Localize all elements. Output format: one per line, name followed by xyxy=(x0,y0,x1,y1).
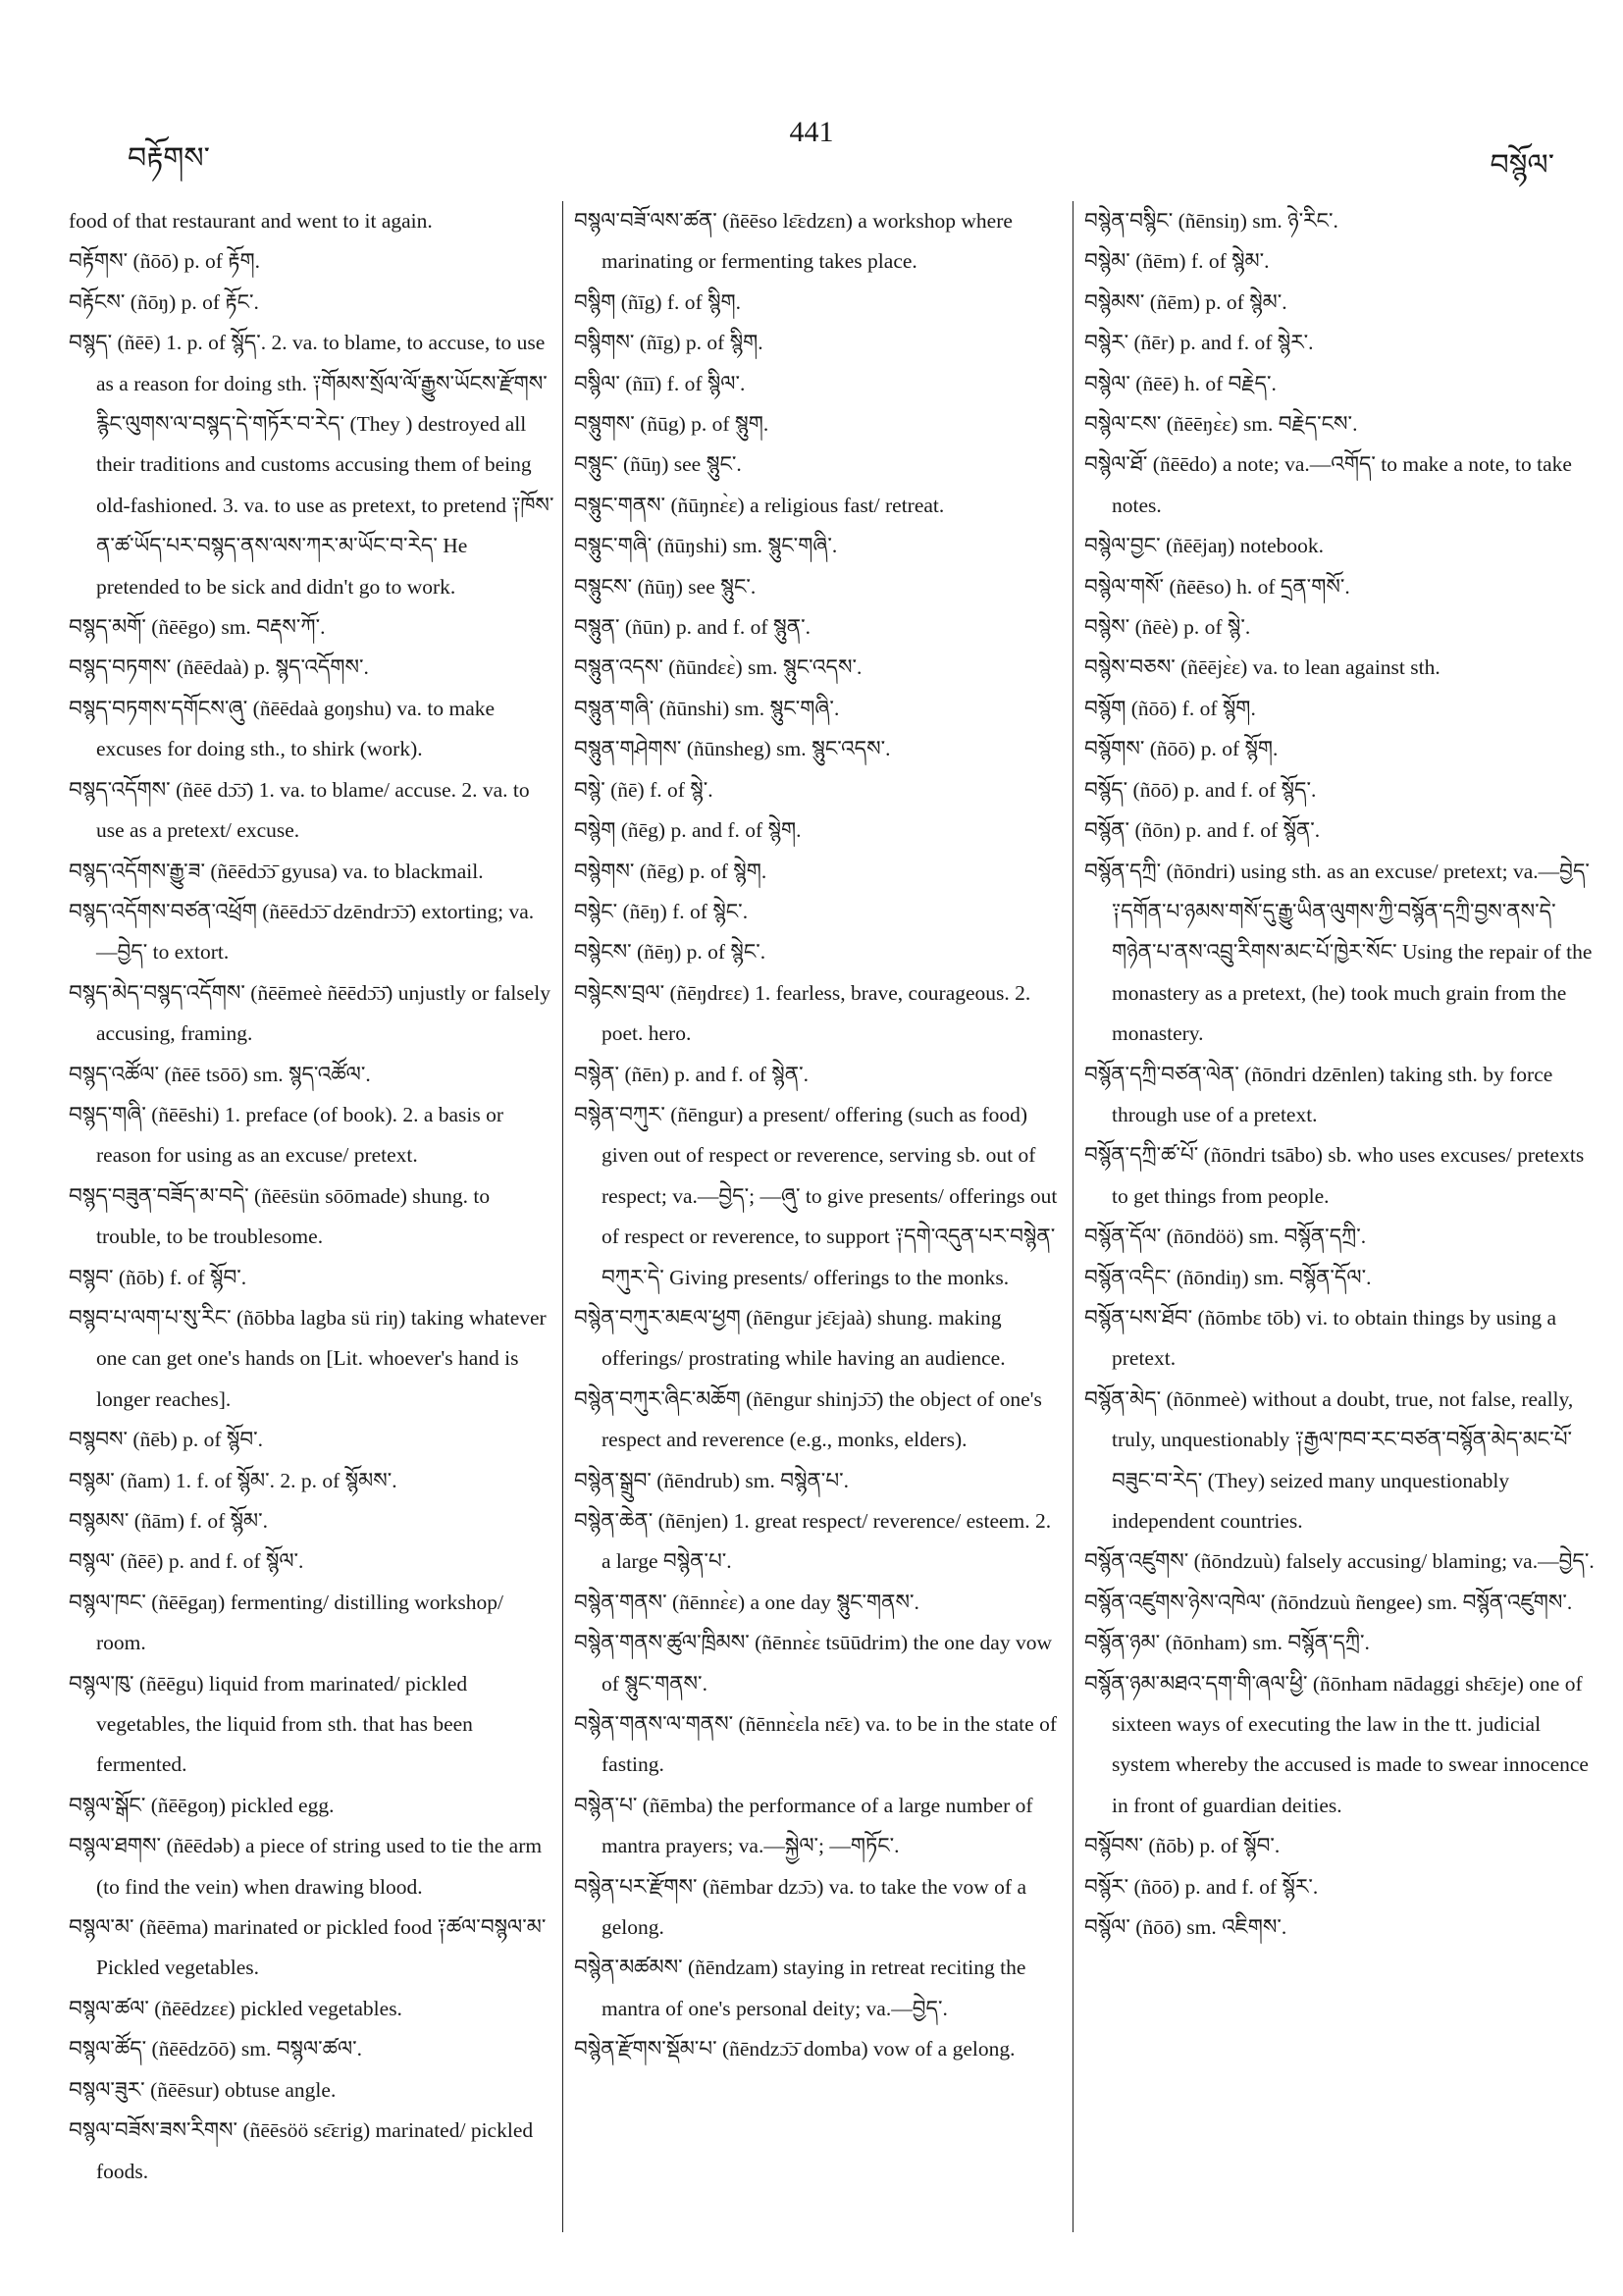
dictionary-entry: བསྙོན་པས་ཐོབ་ (ñōmbɛ tōb) vi. to obtain things by using a pretext. xyxy=(1084,1305,1557,1371)
dictionary-entry: བསྙབ་པ་ལག་པ་སུ་རིང་ (ñōbba lagba sü riŋ) taking whatever one can get one's hands on [Lit. whoever's hand is longer reaches]. xyxy=(69,1305,547,1411)
dictionary-entry: བསྙོན་འདིང་ (ñōndiŋ) sm. བསྙོན་དོལ་. xyxy=(1084,1265,1372,1289)
dictionary-entry: བསྙད་ (ñēē) 1. p. of སྙོད་. 2. va. to blame, to accuse, to use as a reason for doing sth. ༑གོམས་སྲོལ་ལོ་རྒྱུས་ཡོངས་རྫོགས་རྙིང་ལུགས་ལ་བསྙད་དེ་གཏོར་བ་རེད་ (They ) destroyed all their traditions and customs accusing them of being old-fashioned. 3. va. to use as pretext, to pretend ༑ཁོས་ན་ཚ་ཡོད་པར་བསྙད་ནས་ལས་ཀར་མ་ཡོང་བ་རེད་ He pretended to be sick and didn't go to work. xyxy=(69,331,554,599)
dictionary-entry: བསྙུངས་ (ñūŋ) see སྙུང་. xyxy=(574,574,757,599)
dictionary-entry: བསྙེར་ (ñēr) p. and f. of སྙེར་. xyxy=(1084,331,1314,355)
dictionary-entry: བསྙེངས་བྲལ་ (ñēŋdrɛɛ) 1. fearless, brave, courageous. 2. poet. hero. xyxy=(574,980,1031,1046)
dictionary-entry: བསྙུན་ (ñūn) p. and f. of སྙུན་. xyxy=(574,615,812,640)
header-left-word: བརྟོགས་ xyxy=(128,142,210,175)
dictionary-entry: བསྙུང་གཞི་ (ñūŋshi) sm. སྙུང་གཞི་. xyxy=(574,534,838,558)
dictionary-entry: བསྙེ་ (ñē) f. of སྙེ་. xyxy=(574,777,713,802)
dictionary-entry: བསྙལ་སྒོང་ (ñēēgoŋ) pickled egg. xyxy=(69,1793,335,1817)
dictionary-entry: བསྙལ་ཐགས་ (ñēēdəb) a piece of string used to tie the arm (to find the vein) when drawing blood. xyxy=(69,1834,543,1899)
dictionary-entry: བསྙེན་ (ñēn) p. and f. of སྙེན་. xyxy=(574,1062,809,1086)
dictionary-entry: བསྙལ་ཚལ་ (ñēēdzɛɛ) pickled vegetables. xyxy=(69,1996,402,2020)
dictionary-entry: བསྙད་མེད་བསྙད་འདོགས་ (ñēēmeè ñēēdɔ̄ɔ̄) unjustly or falsely accusing, framing. xyxy=(69,980,550,1046)
column-left xyxy=(69,201,554,2192)
dictionary-entry: བསྙལ་མ་ (ñēēma) marinated or pickled food ༑ཚལ་བསྙལ་མ་ Pickled vegetables. xyxy=(69,1915,547,1980)
dictionary-entry: བསྙུན་འདས་ (ñūndɛɛ̀) sm. སྙུང་འདས་. xyxy=(574,655,863,680)
dictionary-entry: བསྙེལ་ཐོ་ (ñēēdo) a note; va.—འགོད་ to make a note, to take notes. xyxy=(1084,452,1572,517)
dictionary-entry: བསྙེལ་བྱང་ (ñēējaŋ) notebook. xyxy=(1084,534,1325,558)
dictionary-entry: བསྙེལ་ངས་ (ñēēŋɛ̀ɛ) sm. བརྗེད་ངས་. xyxy=(1084,412,1358,437)
dictionary-entry: བསྙེན་གནས་ (ñēnnɛ̀ɛ) a one day སྙུང་གནས་. xyxy=(574,1590,919,1614)
dictionary-entry: བསྙལ་ཟུར་ (ñēēsur) obtuse angle. xyxy=(69,2077,337,2102)
dictionary-entry: བསྙུགས་ (ñūg) p. of སྙུག. xyxy=(574,412,769,437)
dictionary-entry: བསྙབས་ (ñēb) p. of སྙོབ་. xyxy=(69,1428,264,1452)
dictionary-entry: བསྙོགས་ (ñōō) p. of སྙོག. xyxy=(1084,737,1279,761)
header-right-word: བསྙོལ་ xyxy=(1490,149,1554,182)
dictionary-entry: བསྙིག (ñīg) f. of སྙིག. xyxy=(574,289,742,314)
dictionary-entry: བསྙེན་བསྙིང་ (ñēnsiŋ) sm. ཉེ་རིང་. xyxy=(1084,209,1338,233)
dictionary-entry: བསྙམས་ (ñām) f. of སྙོམ་. xyxy=(69,1509,269,1533)
dictionary-entry: བསྙོར་ (ñōō) p. and f. of སྙོར་. xyxy=(1084,1874,1319,1899)
dictionary-entry: བསྙེགས་ (ñēg) p. of སྙེག. xyxy=(574,859,767,883)
dictionary-entry: བསྙལ་བཟོ་ལས་ཚན་ (ñēēso lɛ̄ɛdzɛn) a workshop where marinating or fermenting takes place. xyxy=(574,209,1013,274)
dictionary-entry: བསྙད་བཟུན་བཟོད་མ་བདེ་ (ñēēsün sōōmade) shung. to trouble, to be troublesome. xyxy=(69,1183,491,1249)
page-number: 441 xyxy=(789,116,834,148)
dictionary-entry: བསྙེན་པ་ (ñēmba) the performance of a large number of mantra prayers; va.—སྐྱེལ་; —གཏོང་. xyxy=(574,1793,1033,1858)
dictionary-entry: བསྙུང་གནས་ (ñūŋnɛ̀ɛ) a religious fast/ retreat. xyxy=(574,493,945,517)
dictionary-entry: བསྙལ་ཁུ་ (ñēēgu) liquid from marinated/ pickled vegetables, the liquid from sth. that has been fermented. xyxy=(69,1671,473,1777)
column-middle xyxy=(574,201,1060,2070)
dictionary-entry: བསྙལ་ (ñēē) p. and f. of སྙོལ་. xyxy=(69,1549,304,1574)
dictionary-entry: བསྙོན་དོལ་ (ñōndöö) sm. བསྙོན་དཀྲི་. xyxy=(1084,1225,1367,1249)
dictionary-entry: བསྙེང་ (ñēŋ) f. of སྙེང་. xyxy=(574,899,749,923)
dictionary-entry: བསྙོན་འཛུགས་ (ñōndzuù) falsely accusing/ blaming; va.—བྱེད་. xyxy=(1084,1549,1595,1574)
column-right xyxy=(1084,201,1595,1948)
column-divider-left xyxy=(562,201,563,2232)
dictionary-entry: བསྙད་བཏགས་དགོངས་ཞུ་ (ñēēdaà goŋshu) va. to make excuses for doing sth., to shirk (work). xyxy=(69,696,496,761)
dictionary-entry: བསྙོན་མེད་ (ñōnmeè) without a doubt, true, not false, really, truly, unquestionably ༑རྒྱལ་ཁབ་རང་བཙན་བསྙོན་མེད་མང་པོ་བཟུང་བ་རེད་ (They) seized many unquestionably independent countries. xyxy=(1084,1386,1574,1533)
dictionary-entry: བསྙེན་བཀུར་ (ñēngur) a present/ offering (such as food) given out of respect or reverence, serving sb. out of respect; va.—བྱེད་; —ཞུ་ to give presents/ offerings out of respect or reverence, to support ༑དགེ་འདུན་པར་བསྙེན་བཀུར་དེ་ Giving presents/ offerings to the monks. xyxy=(574,1102,1058,1289)
dictionary-entry: བསྙད་འདོགས་བཙན་འཕྲོག (ñēēdɔ̄ɔ̄ dzēndrɔ̄ɔ̄) extorting; va.—བྱེད་ to extort. xyxy=(69,899,535,965)
dictionary-entry: food of that restaurant and went to it again. xyxy=(69,209,433,233)
dictionary-entry: བསྙལ་ཚོད་ (ñēēdzōō) sm. བསྙལ་ཚལ་. xyxy=(69,2037,363,2061)
dictionary-entry: བསྙེལ་གསོ་ (ñēēso) h. of དྲན་གསོ་. xyxy=(1084,574,1350,599)
dictionary-entry: བསྙད་མགོ་ (ñēēgo) sm. བརྡས་ཀོ་. xyxy=(69,615,326,640)
dictionary-entry: བསྙད་བཏགས་ (ñēēdaà) p. སྙད་འདོགས་. xyxy=(69,655,369,680)
dictionary-entry: བསྙོན་ཉམ་ (ñōnham) sm. བསྙོན་དཀྲི་. xyxy=(1084,1631,1370,1655)
dictionary-entry: བསྙེམ་ (ñēm) f. of སྙེམ་. xyxy=(1084,249,1270,274)
dictionary-entry: བསྙེན་གནས་ལ་གནས་ (ñēnnɛ̀ɛla nɛ̄ɛ) va. to be in the state of fasting. xyxy=(574,1712,1057,1777)
dictionary-entry: བསྙལ་བཟོས་ཟས་རིགས་ (ñēēsöö sɛ̄ɛrig) marinated/ pickled foods. xyxy=(69,2118,534,2183)
dictionary-entry: བསྙོན་ (ñōn) p. and f. of སྙོན་. xyxy=(1084,818,1321,843)
dictionary-entry: བསྙེན་གནས་ཚུལ་ཁྲིམས་ (ñēnnɛ̀ɛ tsūūdrim) the one day vow of སྙུང་གནས་. xyxy=(574,1631,1052,1696)
dictionary-entry: བསྙིགས་ (ñīg) p. of སྙིག. xyxy=(574,331,763,355)
dictionary-entry: བསྙུན་གཞི་ (ñūnshi) sm. སྙུང་གཞི་. xyxy=(574,696,840,720)
dictionary-entry: བསྙད་འཚོལ་ (ñēē tsōō) sm. སྙད་འཚོལ་. xyxy=(69,1062,371,1086)
dictionary-entry: བསྙེས་ (ñēè) p. of སྙེ་. xyxy=(1084,615,1251,640)
dictionary-entry: བསྙུང་ (ñūŋ) see སྙུང་. xyxy=(574,452,742,477)
dictionary-entry: བསྙོན་ཉམ་མཐའ་དག་གི་ཞལ་ཕྱི་ (ñōnham nādaggi shɛ̄ɛje) one of sixteen ways of executing the law in the tt. judicial system whereby the accused is made to swear innocence in front of guardian deities. xyxy=(1084,1671,1589,1817)
dictionary-entry: བསྙེལ་ (ñēē) h. of བརྗེད་. xyxy=(1084,371,1277,395)
dictionary-entry: བསྙོན་འཛུགས་ཉེས་འཁེལ་ (ñōndzuù ñengee) sm. བསྙོན་འཛུགས་. xyxy=(1084,1590,1573,1614)
dictionary-entry: བརྟོགས་ (ñōō) p. of རྟོག. xyxy=(69,249,260,274)
dictionary-entry: བསྙིལ་ (ñīī) f. of སྙིལ་. xyxy=(574,371,746,395)
dictionary-entry: བསྙེག (ñēg) p. and f. of སྙེག. xyxy=(574,818,802,843)
dictionary-entry: བསྙམ་ (ñam) 1. f. of སྙོམ་. 2. p. of སྙོམས་. xyxy=(69,1468,397,1492)
dictionary-entry: བསྙོན་དཀྲི་ཚ་པོ་ (ñōndri tsābo) sb. who uses excuses/ pretexts to get things from people. xyxy=(1084,1143,1585,1208)
dictionary-entry: བསྙེན་རྫོགས་སྡོམ་པ་ (ñēndzɔ̄ɔ̄ domba) vow of a gelong. xyxy=(574,2037,1016,2061)
dictionary-entry: བསྙེན་ཆེན་ (ñēnjen) 1. great respect/ reverence/ esteem. 2. a large བསྙེན་པ་. xyxy=(574,1509,1052,1574)
dictionary-entry: བསྙེས་བཅས་ (ñēējɛ̀ɛ) va. to lean against sth. xyxy=(1084,655,1440,680)
dictionary-entry: བསྙེན་བཀུར་མཇལ་ཕྱག (ñēngur jɛ̄ɛjaà) shung. making offerings/ prostrating while having an audience. xyxy=(574,1305,1006,1371)
dictionary-entry: བསྙེངས་ (ñēŋ) p. of སྙེང་. xyxy=(574,940,766,965)
dictionary-entry: བསྙེན་མཚམས་ (ñēndzam) staying in retreat reciting the mantra of one's personal deity; va.—བྱེད་. xyxy=(574,1956,1026,2020)
dictionary-entry: བསྙོབས་ (ñōb) p. of སྙོབ་. xyxy=(1084,1834,1281,1858)
dictionary-entry: བསྙུན་གཤེགས་ (ñūnsheg) sm. སྙུང་འདས་. xyxy=(574,737,891,761)
dictionary-entry: བསྙོག (ñōō) f. of སྙོག. xyxy=(1084,696,1256,720)
dictionary-entry: བསྙེམས་ (ñēm) p. of སྙེམ་. xyxy=(1084,289,1287,314)
dictionary-entry: བརྟོངས་ (ñōŋ) p. of རྟོང་. xyxy=(69,289,259,314)
dictionary-entry: བསྙོན་དཀྲི་ (ñōndri) using sth. as an excuse/ pretext; va.—བྱེད་ ༑དགོན་པ་ཉམས་གསོ་དུ་རྒྱུ་ཡིན་ལུགས་ཀྱི་བསྙོན་དཀྲི་བྱས་ནས་དེ་གཉེན་པ་ནས་འབྲུ་རིགས་མང་པོ་ཁྱེར་སོང་ Using the repair of the monastery as a pretext, (he) took much grain from the monastery. xyxy=(1084,859,1593,1046)
dictionary-entry: བསྙད་འདོགས་རྒྱུ་ཟ་ (ñēēdɔ̄ɔ̄ gyusa) va. to blackmail. xyxy=(69,859,484,883)
dictionary-entry: བསྙོད་ (ñōō) p. and f. of སྙོད་. xyxy=(1084,777,1317,802)
dictionary-entry: བསྙོལ་ (ñōō) sm. འཇིགས་. xyxy=(1084,1915,1287,1940)
dictionary-entry: བསྙད་འདོགས་ (ñēē dɔ̄ɔ̄) 1. va. to blame/ accuse. 2. va. to use as a pretext/ excuse. xyxy=(69,777,530,843)
dictionary-entry: བསྙབ་ (ñōb) f. of སྙོབ་. xyxy=(69,1265,247,1289)
dictionary-entry: བསྙེན་སྒྲུབ་ (ñēndrub) sm. བསྙེན་པ་. xyxy=(574,1468,849,1492)
dictionary-entry: བསྙེན་བཀུར་ཞིང་མཆོག (ñēngur shinjɔ̄ɔ̄) the object of one's respect and reverence (e.g., monks, elders). xyxy=(574,1386,1042,1452)
dictionary-entry: བསྙད་གཞི་ (ñēēshi) 1. preface (of book). 2. a basis or reason for using as an excuse/ pretext. xyxy=(69,1102,504,1168)
dictionary-entry: བསྙོན་དཀྲི་བཙན་ལེན་ (ñōndri dzēnlen) taking sth. by force through use of a pretext. xyxy=(1084,1062,1553,1126)
dictionary-entry: བསྙེན་པར་རྫོགས་ (ñēmbar dzɔ̄ɔ) va. to take the vow of a gelong. xyxy=(574,1874,1027,1940)
dictionary-entry: བསྙལ་ཁང་ (ñēēgaŋ) fermenting/ distilling workshop/ room. xyxy=(69,1590,503,1655)
